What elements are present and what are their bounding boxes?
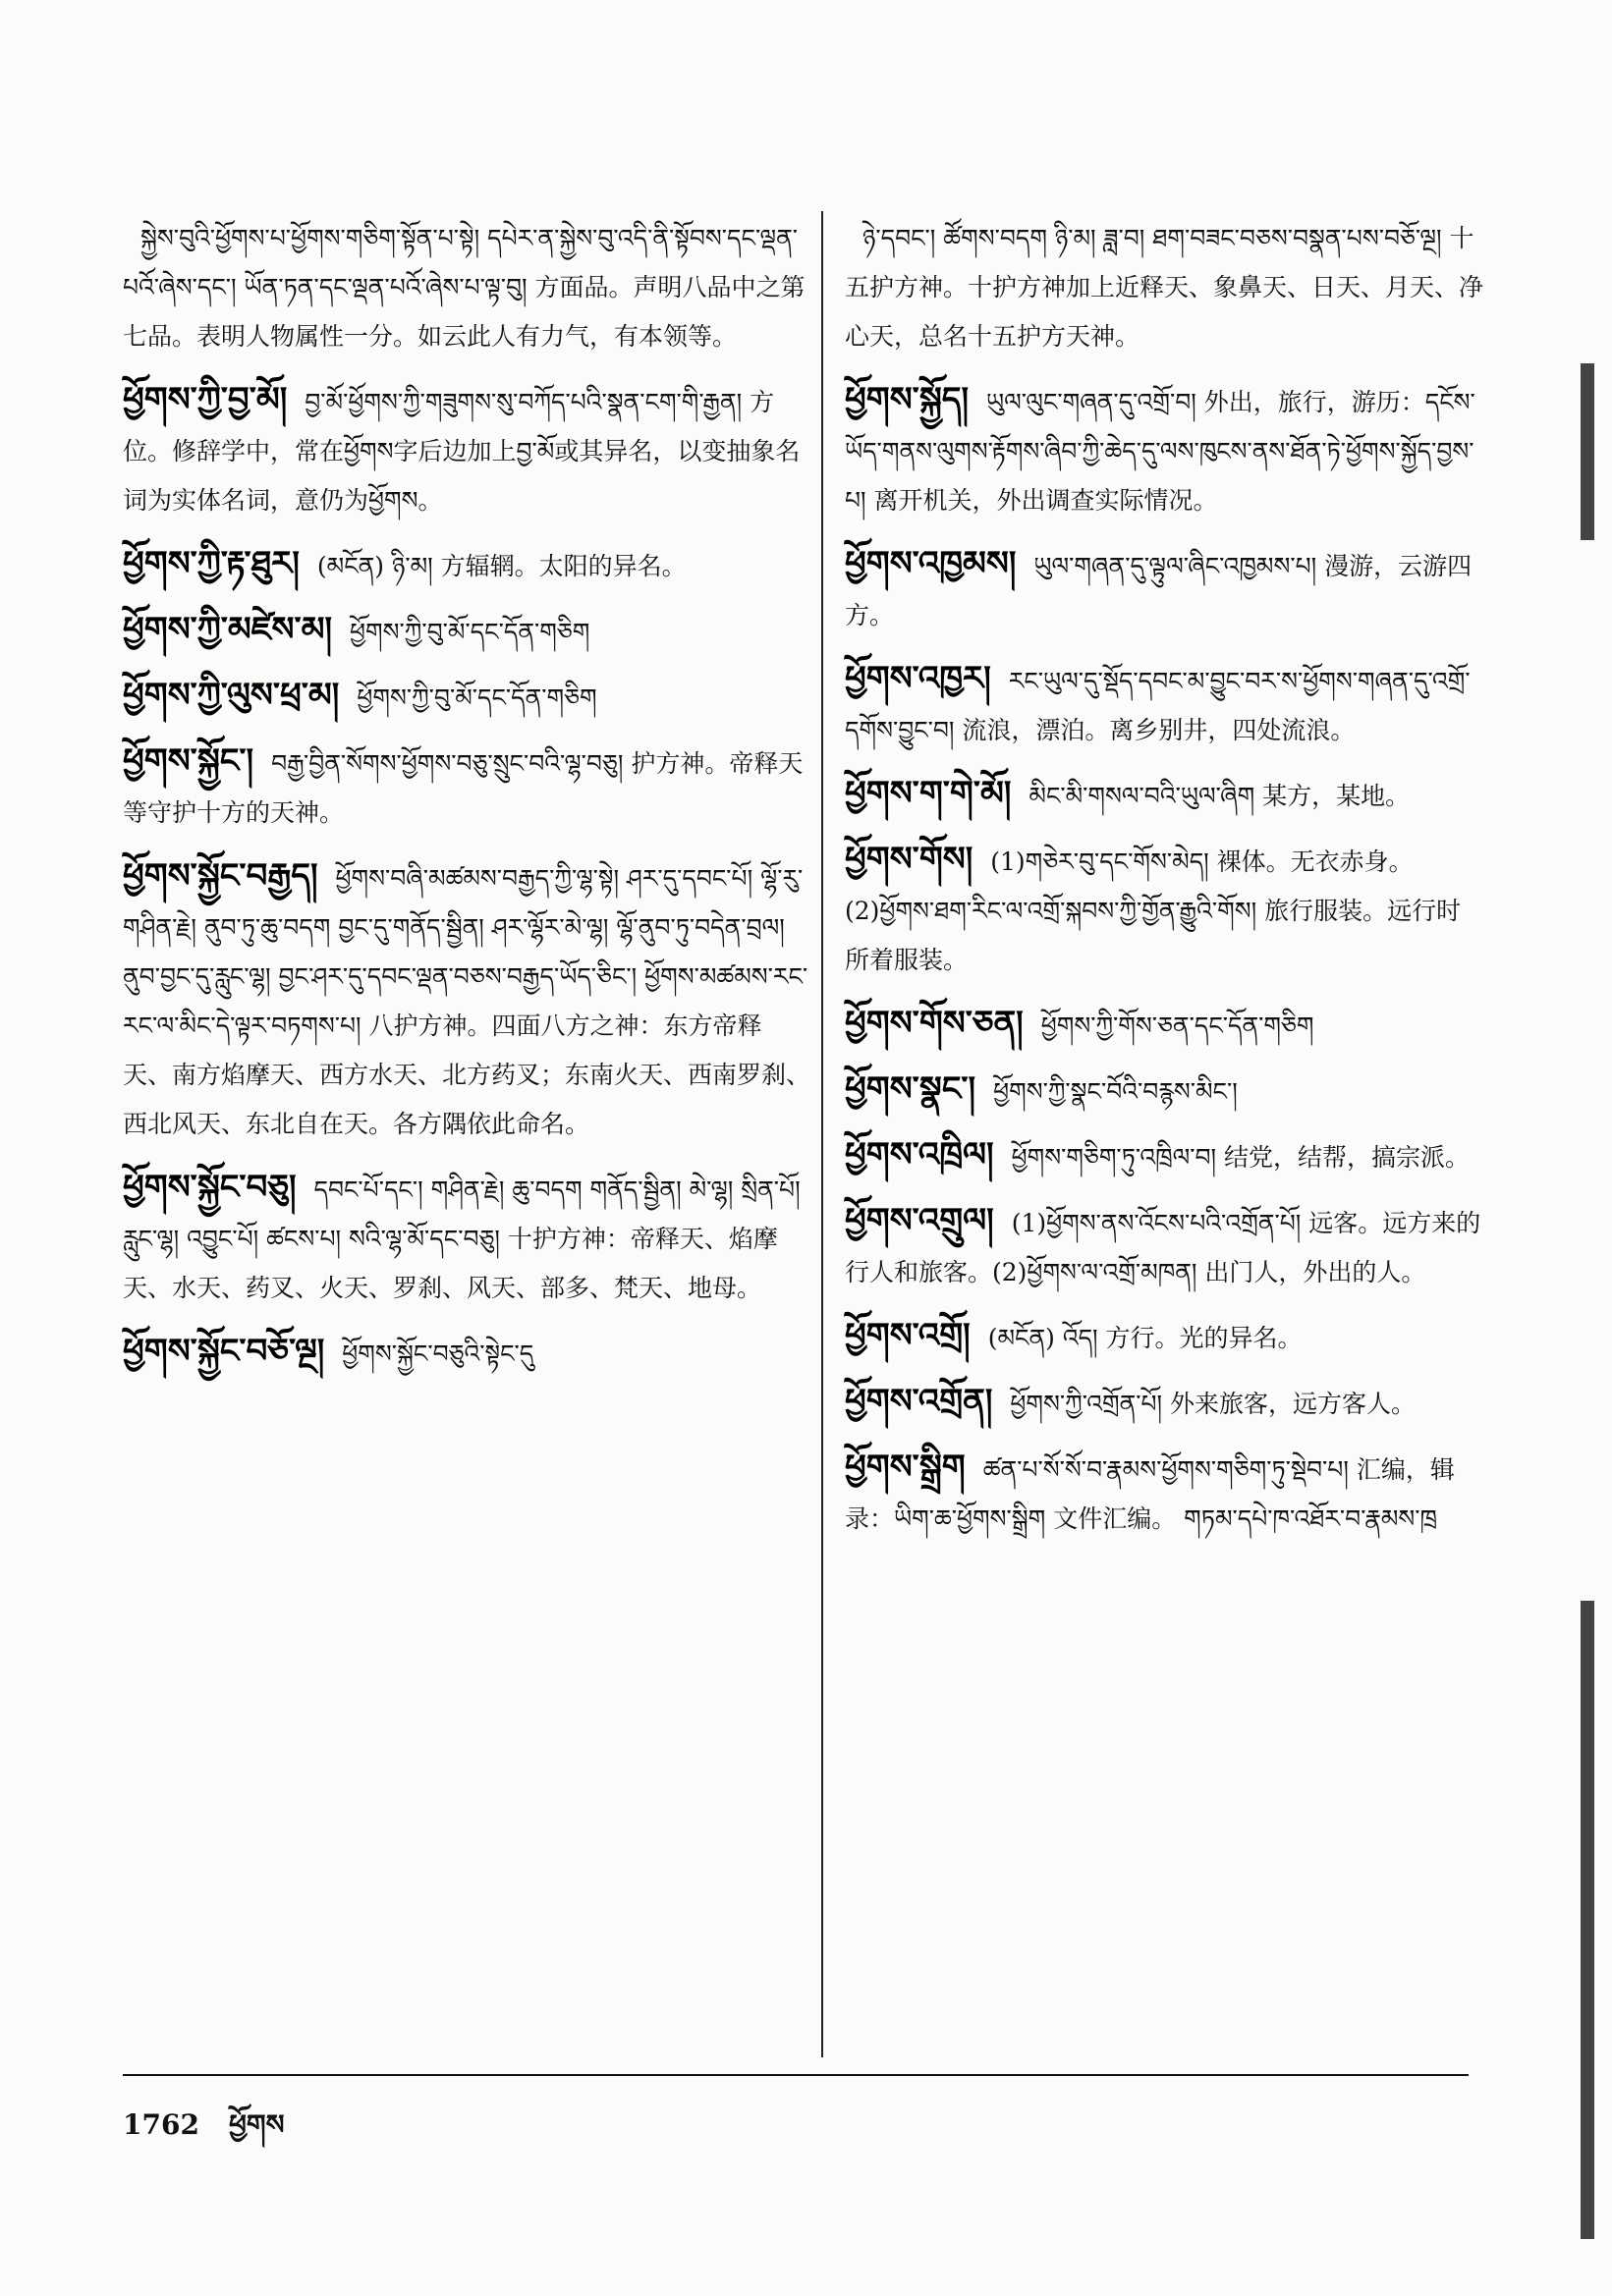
headword: ཕྱོགས་འཁྱམས། xyxy=(845,544,1017,583)
dictionary-entry xyxy=(845,1443,1483,1544)
headword: ཕྱོགས་ཀྱི་བྱ་མོ། xyxy=(123,380,288,419)
definition: ཕྱོགས་ཀྱི་བུ་མོ་དང་དོན་གཅིག xyxy=(350,618,590,646)
left-column xyxy=(123,211,810,1393)
scan-edge-mark xyxy=(1581,1601,1594,2239)
definition: བརྒྱ་བྱིན་སོགས་ཕྱོགས་བཅུ་སྲུང་བའི་ལྷ་བཅུ། 护方神。帝释天等守护十方的天神。 xyxy=(123,749,804,827)
dictionary-entry xyxy=(845,211,1483,361)
dictionary-entry xyxy=(123,375,810,525)
headword: ཕྱོགས་ག་གེ་མོ། xyxy=(845,774,1012,813)
dictionary-entry xyxy=(845,1311,1483,1363)
definition: ཕྱོགས་གཅིག་ཏུ་འཁྲིལ་བ། 结党，结帮，搞宗派。 xyxy=(1011,1143,1471,1172)
running-head: ཕྱོགས xyxy=(228,2108,285,2141)
scan-edge-mark xyxy=(1581,363,1594,540)
dictionary-entry xyxy=(123,737,810,838)
definition: ཕྱོགས་ཀྱི་བུ་མོ་དང་དོན་གཅིག xyxy=(357,683,597,712)
headword: ཕྱོགས་གོས་ཅན། xyxy=(845,1004,1024,1043)
right-column xyxy=(845,211,1483,1558)
headword: ཕྱོགས་སྐྱོང་བཅུ། xyxy=(123,1168,297,1207)
definition: ཡུལ་གཞན་དུ་ལྟུལ་ཞིང་འཁྱམས་པ། 漫游，云游四方。 xyxy=(845,552,1473,629)
definition: (1)གཅེར་བུ་དང་གོས་མེད། 裸体。无衣赤身。(2)ཕྱོགས་ཐག་རིང་ལ་འགྲོ་སྐབས་ཀྱི་གྱོན་རྒྱུའི་གོས། 旅行服装。远行时所着服装。 xyxy=(845,847,1462,974)
headword: ཕྱོགས་འགྲོན། xyxy=(845,1382,993,1421)
headword: ཕྱོགས་ཀྱི་མཛེས་མ། xyxy=(123,610,333,649)
definition: (མངོན) འོད། 方行。光的异名。 xyxy=(987,1324,1303,1352)
definition: ཡུལ་ལུང་གཞན་དུ་འགྲོ་བ། 外出，旅行，游历：དངོས་ཡོད་གནས་ལུགས་རྟོགས་ཞིབ་ཀྱི་ཆེད་དུ་ལས་ཁུངས་ནས་ཐོན་ཏེ་ཕྱོགས་སྐྱོད་བྱས་པ། 离开机关，外出调查实际情况。 xyxy=(845,388,1475,515)
dictionary-entry xyxy=(845,835,1483,985)
headword: ཕྱོགས་འགྲུལ། xyxy=(845,1201,994,1240)
dictionary-entry xyxy=(845,1065,1483,1117)
dictionary-entry xyxy=(845,1130,1483,1182)
definition: ཉེ་དབང་། ཚོགས་བདག ཉི་མ། ཟླ་བ། ཐག་བཟང་བཅས་བསྣན་པས་བཅོ་ལྔ། 十五护方神。十护方神加上近释天、象鼻天、日天、月天、净心天，总名十五护方天神。 xyxy=(845,224,1484,351)
definition: བྱ་མོ་ཕྱོགས་ཀྱི་གཟུགས་སུ་བཀོད་པའི་སྣན་ངག་གི་རྒྱན། 方位。修辞学中，常在ཕྱོགས字后边加上བྱ་མོ或其异名，以变抽象名词为实体名词，意仍为ཕྱོགས。 xyxy=(123,388,801,515)
headword: ཕྱོགས་འཁྱར། xyxy=(845,659,991,698)
page-number: 1762 xyxy=(123,2108,199,2141)
definition: དབང་པོ་དང་། གཤིན་རྗེ། ཆུ་བདག གནོད་སྦྱིན། མེ་ལྷ། སྲིན་པོ། རླུང་ལྷ། འབྱུང་པོ། ཚངས་པ། སའི་ལྷ་མོ་དང་བཅུ། 十护方神：帝释天、焰摩天、水天、药叉、火天、罗刹、风天、部多、梵天、地母。 xyxy=(123,1175,801,1302)
dictionary-entry xyxy=(845,999,1483,1051)
definition: (1)ཕྱོགས་ནས་འོངས་པའི་འགྲོན་པོ། 远客。远方来的行人和旅客。(2)ཕྱོགས་ལ་འགྲོ་མཁན། 出门人，外出的人。 xyxy=(845,1209,1481,1286)
dictionary-entry xyxy=(123,605,810,657)
headword: ཕྱོགས་འགྲོ། xyxy=(845,1316,971,1355)
headword: ཕྱོགས་འཁྲིལ། xyxy=(845,1135,994,1175)
dictionary-entry xyxy=(845,375,1483,525)
definition: ཕྱོགས་ཀྱི་གོས་ཅན་དང་དོན་གཅིག xyxy=(1040,1011,1314,1040)
definition: རང་ཡུལ་དུ་སྡོད་དབང་མ་བྱུང་བར་ས་ཕྱོགས་གཞན་དུ་འགྲོ་དགོས་བྱུང་བ། 流浪，漂泊。离乡别井，四处流浪。 xyxy=(845,667,1471,744)
headword: ཕྱོགས་ཀྱི་རྟ་ཐུར། xyxy=(123,544,300,583)
dictionary-entry xyxy=(845,539,1483,640)
definition: ཕྱོགས་བཞི་མཚམས་བརྒྱད་ཀྱི་ལྷ་སྟེ། ཤར་དུ་དབང་པོ། ལྷོ་རུ་གཤིན་རྗེ། ནུབ་ཏུ་ཆུ་བདག བྱང་དུ་གནོད་སྦྱིན། ཤར་ལྷོར་མེ་ལྷ། ལྷོ་ནུབ་ཏུ་བདེན་བྲལ། ནུབ་བྱང་དུ་རླུང་ལྷ། བྱང་ཤར་དུ་དབང་ལྡན་བཅས་བརྒྱད་ཡོད་ཅིང་། ཕྱོགས་མཚམས་རང་རང་ལ་མིང་དེ་ལྟར་བཏགས་པ། 八护方神。四面八方之神：东方帝释天、南方焰摩天、西方水天、北方药叉；东南火天、西南罗刹、西北风天、东北自在天。各方隅依此命名。 xyxy=(123,864,811,1138)
headword: ཕྱོགས་སྐྱོང་། xyxy=(123,741,254,781)
headword: ཕྱོགས་སྐྱོང་བཅོ་ལྔ། xyxy=(123,1332,325,1371)
headword: ཕྱོགས་སྐྱོང་བརྒྱད། xyxy=(123,856,318,896)
definition: ཕྱོགས་ཀྱི་སྣང་བོའི་བརྙས་མིང་། xyxy=(993,1077,1238,1106)
headword: ཕྱོགས་སྣང་། xyxy=(845,1069,976,1109)
definition: ཕྱོགས་སྐྱོང་བཅུའི་སྟེང་དུ xyxy=(342,1339,534,1368)
dictionary-entry xyxy=(845,1377,1483,1429)
definition: (མངོན) ཉི་མ། 方辐辋。太阳的异名。 xyxy=(316,552,687,580)
definition: ཕྱོགས་ཀྱི་འགྲོན་པོ། 外来旅客，远方客人。 xyxy=(1010,1390,1417,1418)
column-divider xyxy=(821,211,823,2057)
page-footer xyxy=(123,2094,285,2171)
definition: སྐྱེས་བུའི་ཕྱོགས་པ་ཕྱོགས་གཅིག་སྟོན་པ་སྟེ། དཔེར་ན་སྐྱེས་བུ་འདི་ནི་སྟོབས་དང་ལྡན་པའོ་ཞེས་དང་། ཡོན་ཏན་དང་ལྡན་པའོ་ཞེས་པ་ལྟ་བུ། 方面品。声明八品中之第七品。表明人物属性一分。如云此人有力气，有本领等。 xyxy=(123,224,806,351)
definition: མིང་མི་གསལ་བའི་ཡུལ་ཞིག 某方，某地。 xyxy=(1028,782,1411,810)
definition: ཚན་པ་སོ་སོ་བ་རྣམས་ཕྱོགས་གཅིག་ཏུ་སྡེབ་པ། 汇编，辑录：ཡིག་ཆ་ཕྱོགས་སྒྲིག 文件汇编。 གཏམ་དཔེ་ཁ་འཐོར་བ་རྣམས་ཁྲ xyxy=(845,1455,1455,1533)
dictionary-entry xyxy=(123,1327,810,1379)
dictionary-entry xyxy=(845,654,1483,755)
footer-rule xyxy=(123,2074,1469,2076)
headword: ཕྱོགས་གོས། xyxy=(845,840,973,879)
dictionary-entry xyxy=(845,769,1483,821)
dictionary-entry xyxy=(123,851,810,1149)
headword: ཕྱོགས་སྒྲིག xyxy=(845,1448,966,1487)
headword: ཕྱོགས་སྐྱོད། xyxy=(845,380,970,419)
dictionary-entry xyxy=(845,1196,1483,1297)
dictionary-entry xyxy=(123,671,810,723)
dictionary-entry xyxy=(123,539,810,591)
dictionary-entry xyxy=(123,211,810,361)
headword: ཕྱོགས་ཀྱི་ལུས་ཕྲ་མ། xyxy=(123,676,340,715)
dictionary-entry xyxy=(123,1163,810,1313)
